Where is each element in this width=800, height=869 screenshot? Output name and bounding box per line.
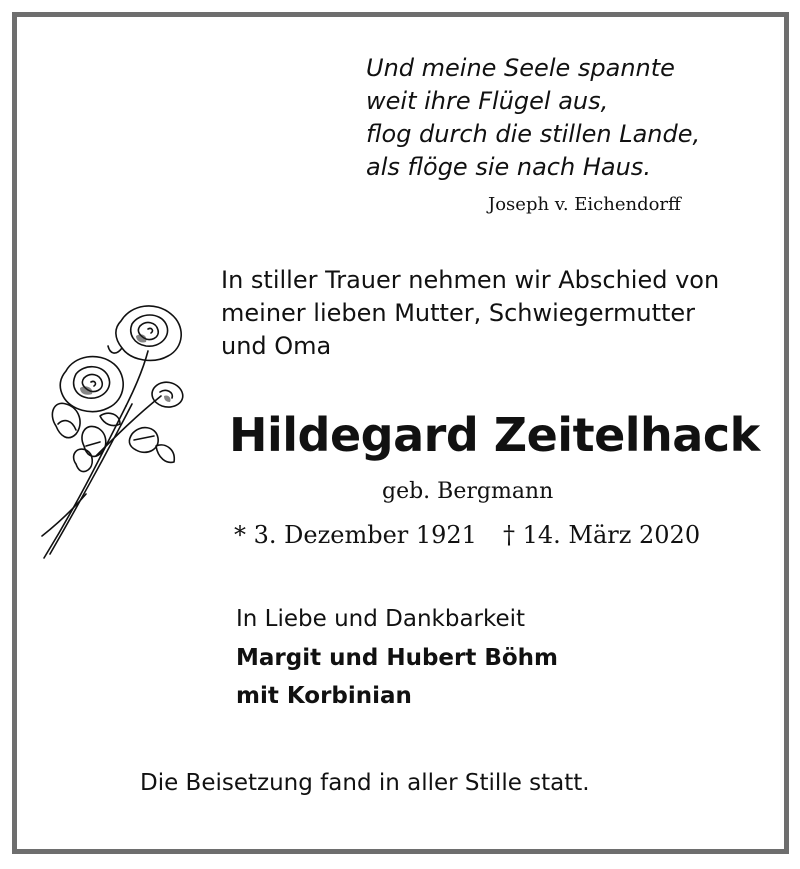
life-dates: [234, 521, 700, 549]
mourners-names: Margit und Hubert Böhm: [236, 645, 559, 671]
mourners-names-2: mit Korbinian: [236, 683, 412, 709]
intro-line: In stiller Trauer nehmen wir Abschied von: [221, 266, 720, 294]
birth-date: * 3. Dezember 1921: [234, 521, 477, 549]
deceased-name: Hildegard Zeitelhack: [229, 408, 760, 462]
poem-author: Joseph v. Eichendorff: [488, 194, 681, 215]
intro-line: und Oma: [221, 332, 332, 360]
burial-note: Die Beisetzung fand in aller Stille statt.: [140, 770, 590, 796]
poem-line: flog durch die stillen Lande,: [366, 120, 701, 148]
poem-line: Und meine Seele spannte: [366, 54, 675, 82]
poem-line: weit ihre Flügel aus,: [366, 87, 609, 115]
maiden-name: geb. Bergmann: [382, 479, 554, 504]
poem: [366, 52, 700, 184]
death-date: † 14. März 2020: [502, 521, 701, 549]
intro-line: meiner lieben Mutter, Schwiegermutter: [221, 299, 696, 327]
rose-icon: [36, 296, 186, 566]
intro-text: [221, 264, 719, 363]
poem-line: als flöge sie nach Haus.: [366, 153, 651, 181]
mourners-intro: In Liebe und Dankbarkeit: [236, 606, 526, 632]
